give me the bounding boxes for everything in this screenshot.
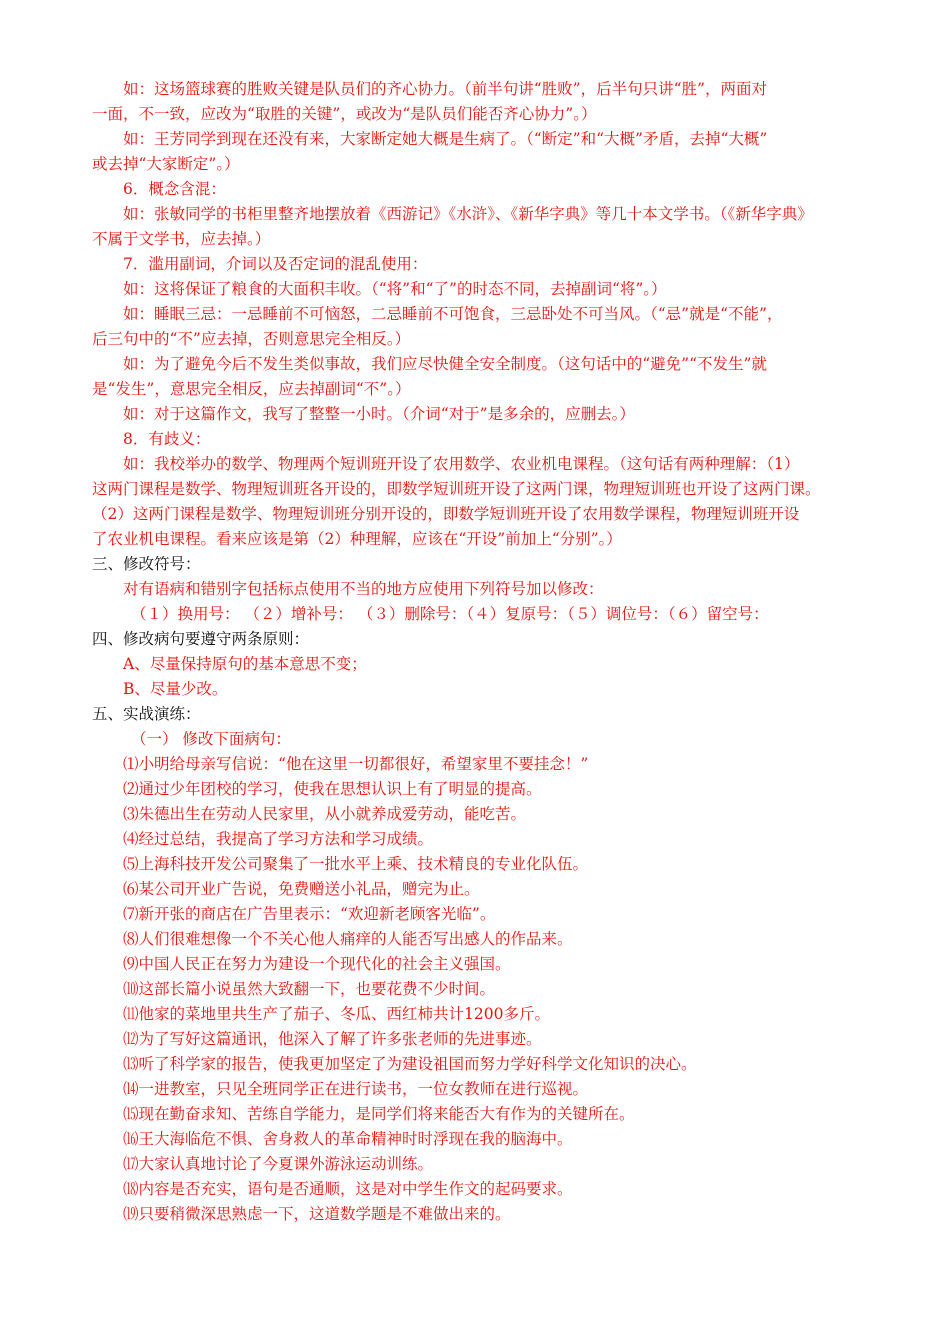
text-line-l27: （一） 修改下面病句：	[131, 730, 291, 748]
text-line-l34: ⑺新开张的商店在广告里表示：“欢迎新老顾客光临”。	[123, 905, 496, 923]
text-line-l29: ⑵通过少年团校的学习，使我在思想认识上有了明显的提高。	[123, 780, 542, 798]
text-line-l19: 了农业机电课程。看来应该是第（2）种理解，应该在“开设”前加上“分别”。）	[92, 530, 622, 548]
text-line-l39: ⑿为了写好这篇通讯，他深入了解了许多张老师的先进事迹。	[123, 1030, 542, 1048]
text-line-l05: 6．概念含混：	[123, 180, 226, 198]
text-line-l41: ⒁一进教室，只见全班同学正在进行读书，一位女教师在进行巡视。	[123, 1080, 589, 1098]
text-line-l46: ⒆只要稍微深思熟虑一下，这道数学题是不难做出来的。	[123, 1205, 511, 1223]
text-line-l38: ⑾他家的菜地里共生产了茄子、冬瓜、西红柿共计1200多斤。	[123, 1005, 550, 1023]
text-line-l12: 如：为了避免今后不发生类似事故，我们应尽快健全安全制度。（这句话中的“避免”“不发生”就	[123, 355, 767, 373]
text-line-l09: 如：这将保证了粮食的大面积丰收。（“将”和“了”的时态不同，去掉副词“将”。）	[123, 280, 667, 298]
text-line-l20: 三、修改符号：	[92, 555, 201, 573]
text-line-l36: ⑼中国人民正在努力为建设一个现代化的社会主义强国。	[123, 955, 511, 973]
text-line-l10: 如：睡眠三忌：一忌睡前不可恼怒，二忌睡前不可饱食，三忌卧处不可当风。（“忌”就是“不能”，	[123, 305, 783, 323]
text-line-l01: 如：这场篮球赛的胜败关键是队员们的齐心协力。（前半句讲“胜败”，后半句只讲“胜”，两面对	[123, 80, 767, 98]
text-line-l23: 四、修改病句要遵守两条原则：	[92, 630, 310, 648]
text-line-l08: 7．滥用副词，介词以及否定词的混乱使用：	[123, 255, 428, 273]
document-page	[92, 77, 862, 1227]
text-line-l40: ⒀听了科学家的报告，使我更加坚定了为建设祖国而努力学好科学文化知识的决心。	[123, 1055, 697, 1073]
text-line-l02: 一面，不一致，应改为“取胜的关键”，或改为“是队员们能否齐心协力”。）	[92, 105, 597, 123]
text-line-l14: 如：对于这篇作文，我写了整整一小时。（介词“对于”是多余的，应删去。）	[123, 405, 635, 423]
text-line-l21: 对有语病和错别字包括标点使用不当的地方应使用下列符号加以修改：	[123, 580, 604, 598]
text-line-l18: （2）这两门课程是数学、物理短训班分别开设的，即数学短训班开设了农用数学课程，物理短训班开设	[92, 505, 800, 523]
text-line-l04: 或去掉“大家断定”。）	[92, 155, 240, 173]
text-line-l45: ⒅内容是否充实，语句是否通顺，这是对中学生作文的起码要求。	[123, 1180, 573, 1198]
text-line-l24: A、尽量保持原句的基本意思不变；	[123, 655, 367, 673]
text-line-l26: 五、实战演练：	[92, 705, 201, 723]
text-line-l07: 不属于文学书，应去掉。）	[92, 230, 271, 248]
text-line-l13: 是“发生”，意思完全相反，应去掉副词“不”。）	[92, 380, 411, 398]
text-line-l43: ⒃王大海临危不惧、舍身救人的革命精神时时浮现在我的脑海中。	[123, 1130, 573, 1148]
text-line-l06: 如：张敏同学的书柜里整齐地摆放着《西游记》《水浒》、《新华字典》等几十本文学书。（《新华字典》	[123, 205, 813, 223]
text-line-l11: 后三句中的“不”应去掉，否则意思完全相反。）	[92, 330, 411, 348]
text-line-l35: ⑻人们很难想像一个不关心他人痛痒的人能否写出感人的作品来。	[123, 930, 573, 948]
text-line-l32: ⑸上海科技开发公司聚集了一批水平上乘、技术精良的专业化队伍。	[123, 855, 589, 873]
text-line-l42: ⒂现在勤奋求知、苦练自学能力，是同学们将来能否大有作为的关键所在。	[123, 1105, 635, 1123]
text-line-l28: ⑴小明给母亲写信说：“他在这里一切都很好，希望家里不要挂念！”	[123, 755, 589, 773]
text-line-l16: 如：我校举办的数学、物理两个短训班开设了农用数学、农业机电课程。（这句话有两种理解：（1）	[123, 455, 800, 473]
text-line-l17: 这两门课程是数学、物理短训班各开设的，即数学短训班开设了这两门课，物理短训班也开设了这两门课。	[92, 480, 821, 498]
text-line-l25: B、尽量少改。	[123, 680, 228, 698]
text-line-l44: ⒄大家认真地讨论了今夏课外游泳运动训练。	[123, 1155, 434, 1173]
text-line-l33: ⑹某公司开业广告说，免费赠送小礼品，赠完为止。	[123, 880, 480, 898]
text-line-l03: 如：王芳同学到现在还没有来，大家断定她大概是生病了。（“断定”和“大概”矛盾，去掉“大概”	[123, 130, 768, 148]
text-line-l37: ⑽这部长篇小说虽然大致翻一下，也要花费不少时间。	[123, 980, 496, 998]
text-line-l22: （１）换用号： （２）增补号： （３）删除号：（４）复原号：（５）调位号：（６）留空号：	[131, 605, 769, 623]
text-line-l30: ⑶朱德出生在劳动人民家里，从小就养成爱劳动，能吃苦。	[123, 805, 527, 823]
text-line-l31: ⑷经过总结，我提高了学习方法和学习成绩。	[123, 830, 434, 848]
text-line-l15: 8．有歧义：	[123, 430, 211, 448]
